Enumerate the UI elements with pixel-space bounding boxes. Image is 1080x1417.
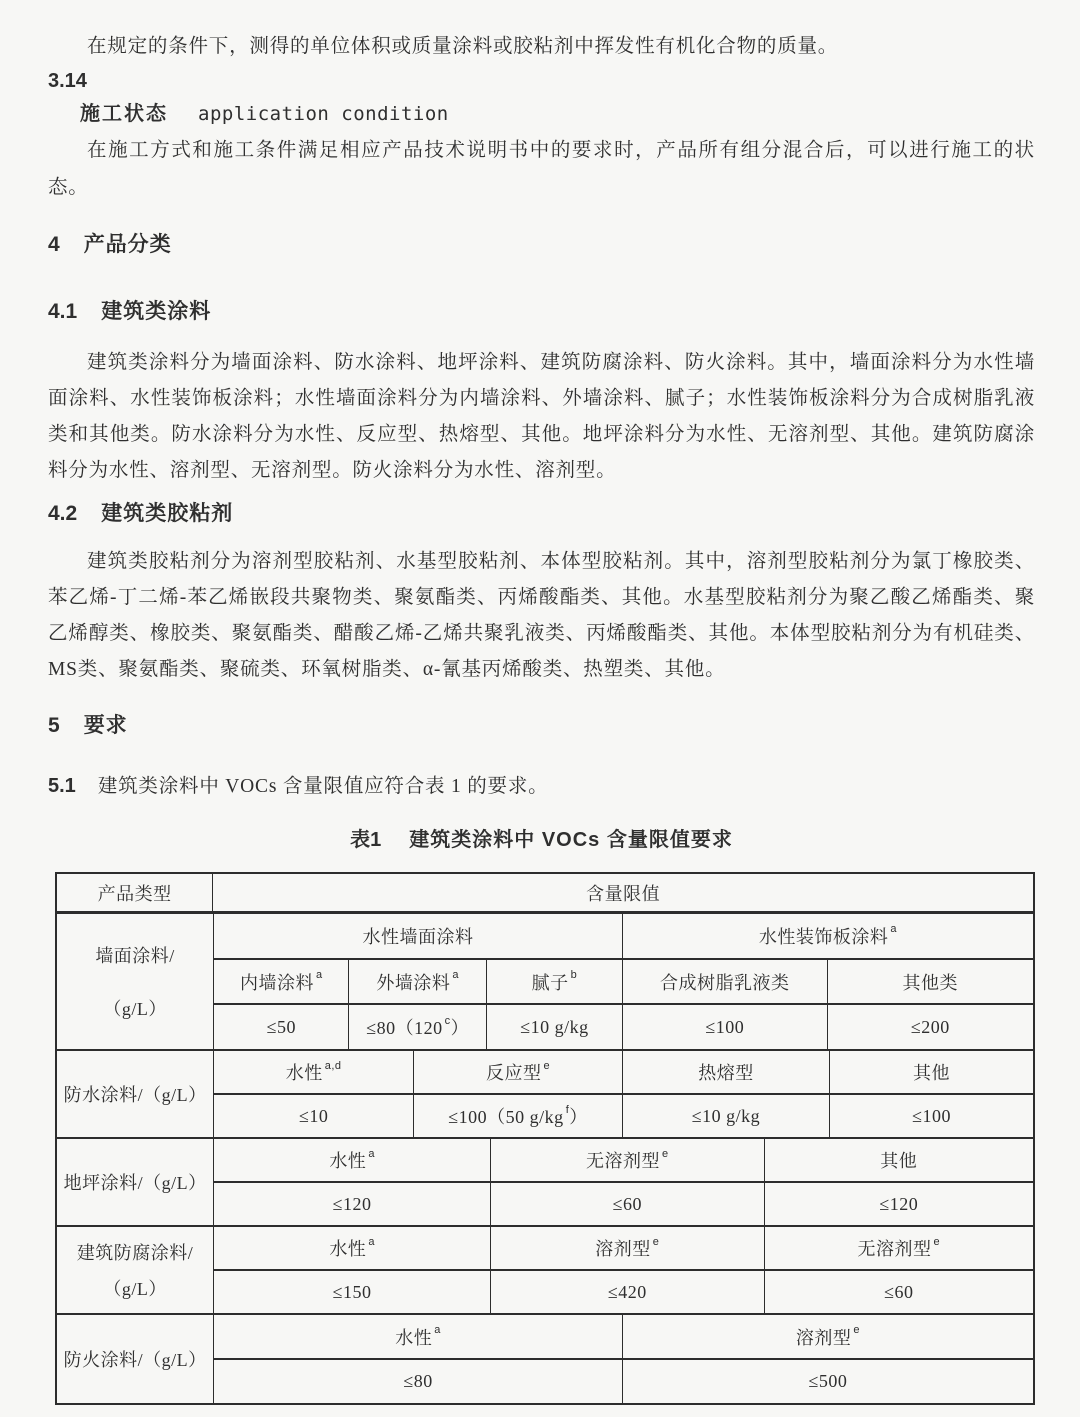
table-cell-waterborne: 水性 $^{a,d}$ <box>285 1059 342 1083</box>
table-value-putty: ≤10 g/kg <box>486 1005 622 1049</box>
table-value-waterborne: ≤10 <box>298 1105 329 1126</box>
table-cell-waterborne-deco-panel-paint: 水性装饰板涂料 $^a$ <box>622 914 1033 958</box>
table-cell-solvent-based: 溶剂型 $^e$ <box>490 1227 763 1269</box>
table-row <box>214 1139 1033 1181</box>
row-label-fireproof-coatings <box>57 1315 213 1403</box>
table-value-solvent-free: ≤60 <box>490 1183 763 1225</box>
table-row <box>214 1315 1033 1358</box>
table-value-solvent-based: ≤420 <box>490 1271 763 1313</box>
table-row <box>214 1003 1033 1049</box>
table-1-caption-text: 建筑类涂料中 VOCs 含量限值要求 <box>409 829 733 851</box>
term-english: application condition <box>198 103 449 125</box>
table-cell-content-limit: 含量限值 <box>586 883 661 904</box>
clause-number-3-14: 3.14 <box>48 70 87 92</box>
table-value-hot-melt: ≤10 g/kg <box>622 1095 829 1137</box>
term-chinese: 施工状态 <box>80 103 168 125</box>
table-value-interior-wall: ≤50 <box>266 1016 296 1037</box>
row-label-line: 建筑防腐涂料/ <box>76 1243 194 1263</box>
table-section-content <box>213 1051 1033 1137</box>
table-section-anticorrosion-coatings <box>57 1225 1033 1313</box>
section-4-1-number: 4.1 <box>48 300 78 323</box>
row-label-anticorrosion-coatings <box>57 1227 213 1313</box>
row-label-line: 地坪涂料/（g/L） <box>63 1173 207 1193</box>
definition-paragraph: 在规定的条件下，测得的单位体积或质量涂料或胶粘剂中挥发性有机化合物的质量。 <box>87 36 839 57</box>
table-section-waterproof-coatings <box>57 1049 1033 1137</box>
table-cell-other: 其他 <box>764 1139 1033 1181</box>
section-4-1-paragraph: 建筑类涂料分为墙面涂料、防水涂料、地坪涂料、建筑防腐涂料、防火涂料。其中，墙面涂料分为水性墙面涂料、水性装饰板涂料；水性墙面涂料分为内墙涂料、外墙涂料、腻子；水性装饰板涂料分为合成树脂乳液类和其他类。防水涂料分为水性、反应型、热熔型、其他。地坪涂料分为水性、无溶剂型、其他。建筑防腐涂料分为水性、溶剂型、无溶剂型。防火涂料分为水性、溶剂型。 <box>48 352 1035 481</box>
section-4-1-title: 建筑类涂料 <box>101 300 212 323</box>
table-section-wall-coatings <box>57 914 1033 1049</box>
table-cell-other-class: 其他类 <box>827 960 1033 1004</box>
table-cell-waterborne: 水性 $^a$ <box>329 1235 375 1259</box>
table-cell-synthetic-resin-emulsion: 合成树脂乳液类 <box>622 960 827 1004</box>
row-label-floor-coatings <box>57 1139 213 1225</box>
row-label-wall-coatings <box>57 914 213 1049</box>
table-cell-solvent-based: 溶剂型 $^e$ <box>622 1315 1033 1358</box>
clause-5-1-number: 5.1 <box>48 775 76 797</box>
table-cell-hot-melt: 热熔型 <box>622 1051 829 1093</box>
table-cell-solvent-free: 无溶剂型 $^e$ <box>764 1227 1033 1269</box>
row-label-line: （g/L） <box>103 998 167 1019</box>
table-cell-waterborne-wall-paint: 水性墙面涂料 <box>362 926 474 947</box>
clause-5-1 <box>48 771 1035 803</box>
table-cell-exterior-wall: 外墙涂料 $^a$ <box>348 960 486 1004</box>
row-label-line: 防水涂料/（g/L） <box>63 1085 207 1105</box>
table-value-solvent-free: ≤60 <box>764 1271 1033 1313</box>
table-section-content <box>213 1227 1033 1313</box>
section-4-1-heading <box>48 297 1035 327</box>
row-label-line: 防火涂料/（g/L） <box>63 1350 207 1370</box>
row-label-line: （g/L） <box>103 1279 167 1299</box>
table-cell-waterborne: 水性 $^a$ <box>329 1147 375 1171</box>
table-section-floor-coatings <box>57 1137 1033 1225</box>
table-value-reactive: ≤100（50 g/kg $^f$ ） <box>413 1095 622 1137</box>
table-section-content <box>213 914 1033 1049</box>
table-section-content <box>213 1315 1033 1403</box>
table-value-other-class: ≤200 <box>827 1005 1033 1049</box>
table-section-content <box>213 1139 1033 1225</box>
table-value-other: ≤100 <box>829 1095 1033 1137</box>
table-row <box>214 1051 1033 1093</box>
table-row <box>214 1269 1033 1313</box>
table-cell-solvent-free: 无溶剂型 $^e$ <box>490 1139 763 1181</box>
table-cell-interior-wall: 内墙涂料 $^a$ <box>239 969 323 993</box>
table-cell-reactive: 反应型 $^e$ <box>413 1051 622 1093</box>
section-5-heading <box>48 711 1035 741</box>
table-row <box>214 1227 1033 1269</box>
row-label-line: 墙面涂料/ <box>95 946 175 967</box>
clause-5-1-text: 建筑类涂料中 VOCs 含量限值应符合表 1 的要求。 <box>97 776 549 797</box>
section-5-title: 要求 <box>83 714 128 737</box>
table-row <box>214 1093 1033 1137</box>
table-value-other: ≤120 <box>764 1183 1033 1225</box>
table-header-row <box>57 874 1033 914</box>
table-value-synthetic-resin-emulsion: ≤100 <box>622 1005 827 1049</box>
table-row <box>214 914 1033 958</box>
table-row <box>214 1358 1033 1403</box>
table-1 <box>55 872 1035 1405</box>
term-definition-paragraph: 在施工方式和施工条件满足相应产品技术说明书中的要求时，产品所有组分混合后，可以进行施工的状态。 <box>48 140 1035 198</box>
table-1-caption <box>48 826 1035 854</box>
section-4-2-paragraph: 建筑类胶粘剂分为溶剂型胶粘剂、水基型胶粘剂、本体型胶粘剂。其中，溶剂型胶粘剂分为氯丁橡胶类、苯乙烯-丁二烯-苯乙烯嵌段共聚物类、聚氨酯类、丙烯酸酯类、其他。水基型胶粘剂分为聚乙酸乙烯酯类、聚乙烯醇类、橡胶类、聚氨酯类、醋酸乙烯-乙烯共聚乳液类、丙烯酸酯类、其他。本体型胶粘剂分为有机硅类、MS类、聚氨酯类、聚硫类、环氧树脂类、α-氰基丙烯酸类、热塑类、其他。 <box>48 551 1035 680</box>
section-4-2-heading <box>48 499 1035 529</box>
table-cell-putty: 腻子 $^b$ <box>486 960 622 1004</box>
section-4-2-number: 4.2 <box>48 502 78 525</box>
section-4-heading <box>48 230 1035 260</box>
row-label-waterproof-coatings <box>57 1051 213 1137</box>
table-value-waterborne: ≤120 <box>332 1193 372 1214</box>
table-1-caption-label: 表1 <box>350 829 382 851</box>
section-4-number: 4 <box>48 233 60 256</box>
table-value-exterior-wall: ≤80（120 $^c$ ） <box>348 1005 486 1049</box>
table-section-fireproof-coatings <box>57 1313 1033 1403</box>
section-4-2-title: 建筑类胶粘剂 <box>101 502 234 525</box>
section-5-number: 5 <box>48 714 60 737</box>
table-row <box>214 1181 1033 1225</box>
table-value-waterborne: ≤80 <box>403 1371 433 1391</box>
table-value-solvent-based: ≤500 <box>622 1360 1033 1403</box>
term-line <box>48 98 1035 132</box>
table-cell-other: 其他 <box>829 1051 1033 1093</box>
section-4-title: 产品分类 <box>83 233 172 256</box>
table-cell-waterborne: 水性 $^a$ <box>395 1324 441 1348</box>
table-value-waterborne: ≤150 <box>332 1281 372 1302</box>
table-row <box>214 958 1033 1004</box>
table-cell-product-type: 产品类型 <box>57 874 213 911</box>
